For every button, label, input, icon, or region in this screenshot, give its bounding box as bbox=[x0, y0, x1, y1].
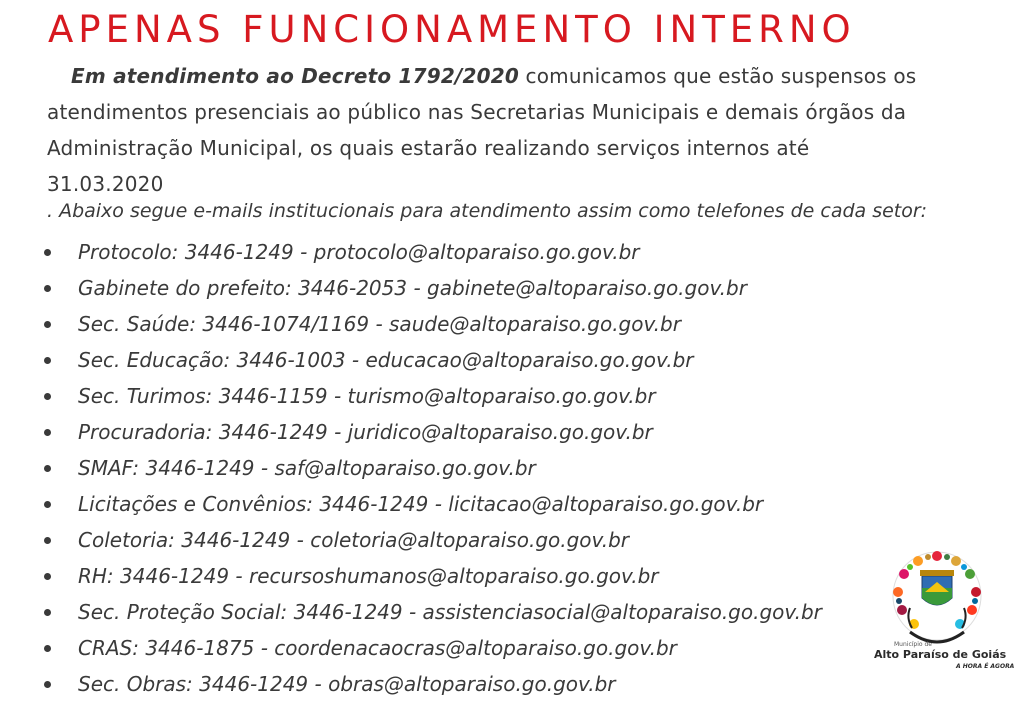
contact-text: Sec. Educação: 3446-1003 - educacao@altoparaiso.go.gov.br bbox=[78, 348, 694, 372]
intro-line-1 bbox=[47, 58, 1007, 94]
bullet-icon bbox=[44, 681, 51, 688]
contact-text: RH: 3446-1249 - recursoshumanos@altoparaiso.go.gov.br bbox=[78, 564, 659, 588]
contact-text: SMAF: 3446-1249 - saf@altoparaiso.go.gov.br bbox=[78, 456, 536, 480]
bullet-icon bbox=[44, 501, 51, 508]
logo-slogan: A HORA É AGORA bbox=[956, 663, 1015, 670]
contact-text: Coletoria: 3446-1249 - coletoria@altoparaiso.go.gov.br bbox=[78, 528, 630, 552]
bullet-icon bbox=[44, 285, 51, 292]
bullet-icon bbox=[44, 573, 51, 580]
contact-text: Protocolo: 3446-1249 - protocolo@altoparaiso.go.gov.br bbox=[78, 240, 640, 264]
list-item bbox=[40, 342, 822, 378]
page-title: APENAS FUNCIONAMENTO INTERNO bbox=[48, 8, 856, 51]
contact-text: Sec. Proteção Social: 3446-1249 - assistenciasocial@altoparaiso.go.gov.br bbox=[78, 600, 822, 624]
bullet-icon bbox=[44, 321, 51, 328]
intro-line-4: 31.03.2020 bbox=[47, 172, 164, 196]
bullet-icon bbox=[44, 429, 51, 436]
contact-text: Sec. Turimos: 3446-1159 - turismo@altoparaiso.go.gov.br bbox=[78, 384, 656, 408]
municipal-emblem-icon bbox=[872, 548, 1002, 682]
bullet-icon bbox=[44, 357, 51, 364]
decree-reference: Em atendimento ao Decreto 1792/2020 bbox=[71, 64, 519, 88]
contact-text: Licitações e Convênios: 3446-1249 - licitacao@altoparaiso.go.gov.br bbox=[78, 492, 764, 516]
intro-line-3: Administração Municipal, os quais estarão realizando serviços internos até bbox=[47, 136, 810, 160]
bullet-icon bbox=[44, 465, 51, 472]
contact-text: Sec. Obras: 3446-1249 - obras@altoparaiso.go.gov.br bbox=[78, 672, 616, 696]
intro-paragraph bbox=[47, 58, 1007, 202]
list-item bbox=[40, 270, 822, 306]
list-item bbox=[40, 450, 822, 486]
bullet-icon bbox=[44, 609, 51, 616]
intro-line-1-rest: comunicamos que estão suspensos os bbox=[518, 64, 917, 88]
list-item bbox=[40, 234, 822, 270]
list-item bbox=[40, 378, 822, 414]
list-item bbox=[40, 666, 822, 702]
contacts-list bbox=[40, 234, 822, 702]
contact-text: Procuradoria: 3446-1249 - juridico@altoparaiso.go.gov.br bbox=[78, 420, 653, 444]
bullet-icon bbox=[44, 537, 51, 544]
intro-line-2: atendimentos presenciais ao público nas Secretarias Municipais e demais órgãos da bbox=[47, 100, 907, 124]
list-item bbox=[40, 522, 822, 558]
list-item bbox=[40, 630, 822, 666]
list-item bbox=[40, 486, 822, 522]
bullet-icon bbox=[44, 645, 51, 652]
logo-name: Alto Paraíso de Goiás bbox=[874, 648, 1007, 661]
contact-text: Gabinete do prefeito: 3446-2053 - gabinete@altoparaiso.go.gov.br bbox=[78, 276, 747, 300]
contact-text: CRAS: 3446-1875 - coordenacaocras@altoparaiso.go.gov.br bbox=[78, 636, 677, 660]
contacts-intro: . Abaixo segue e-mails institucionais para atendimento assim como telefones de cada setor: bbox=[47, 200, 928, 222]
bullet-icon bbox=[44, 249, 51, 256]
bullet-icon bbox=[44, 393, 51, 400]
contact-text: Sec. Saúde: 3446-1074/1169 - saude@altoparaiso.go.gov.br bbox=[78, 312, 681, 336]
list-item bbox=[40, 594, 822, 630]
logo-prefix: Município de bbox=[894, 641, 932, 648]
list-item bbox=[40, 558, 822, 594]
list-item bbox=[40, 414, 822, 450]
list-item bbox=[40, 306, 822, 342]
